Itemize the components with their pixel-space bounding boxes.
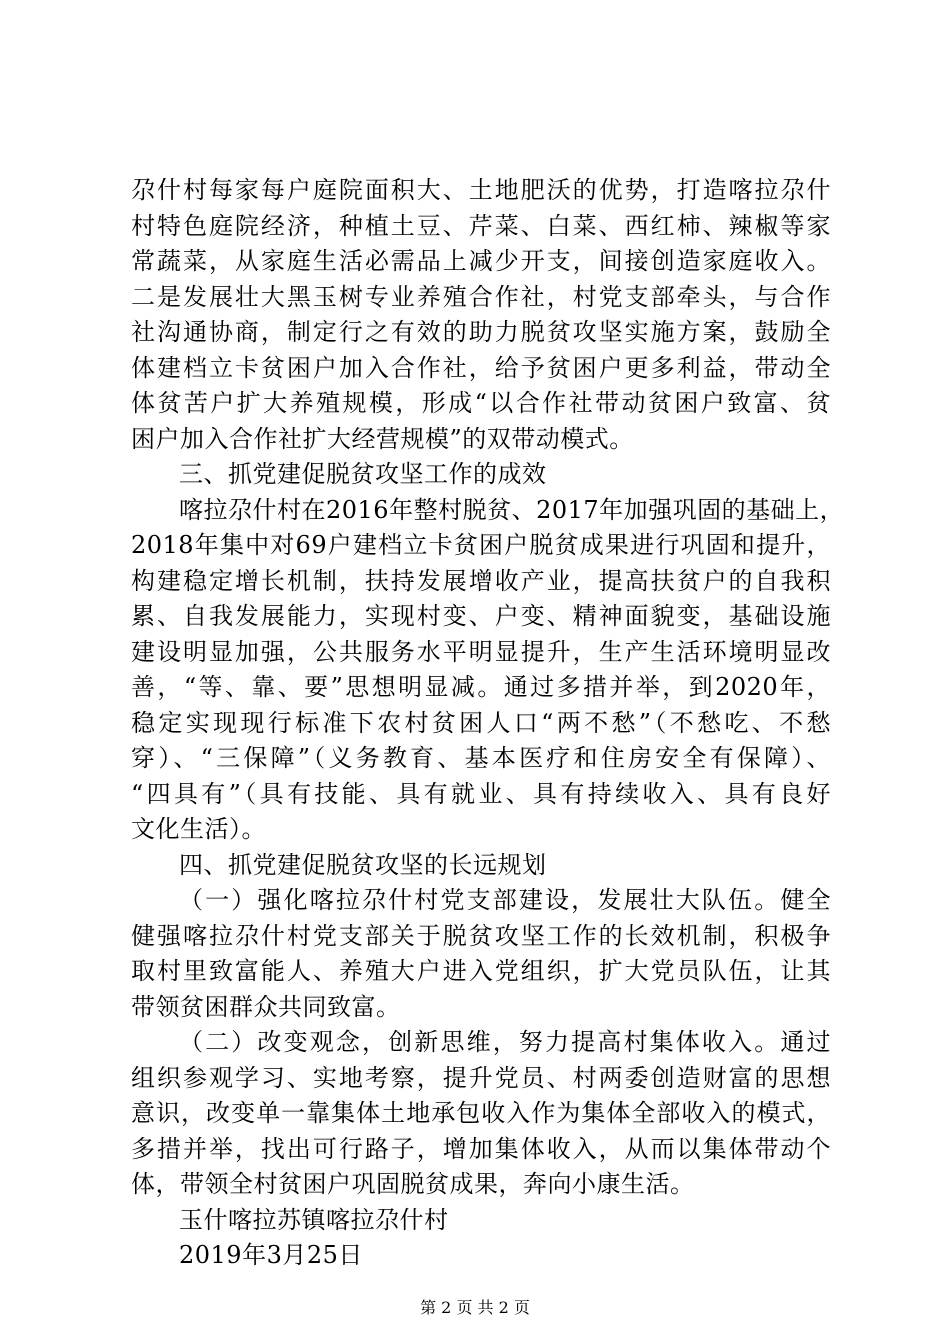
paragraph-line: 多措并举，找出可行路子，增加集体收入，从而以集体带动个 [131,1134,831,1163]
paragraph-line: 善，“等、靠、要”思想明显减。通过多措并举，到2020年， [131,673,831,701]
paragraph-line: 困户加入合作社扩大经营规模”的双带动模式。 [131,424,634,453]
paragraph-line: 社沟通协商，制定行之有效的助力脱贫攻坚实施方案，鼓励全 [131,318,831,346]
paragraph-line: “四具有”（具有技能、具有就业、具有持续收入、具有良好 [131,779,831,808]
paragraph-line: 构建稳定增长机制，扶持发展增收产业，提高扶贫户的自我积 [131,566,831,595]
paragraph-line: （二）改变观念，创新思维，努力提高村集体收入。通过 [179,1028,831,1056]
page-number-footer: 第 2 页 共 2 页 [420,1298,530,1317]
paragraph-line: 尕什村每家每户庭院面积大、土地肥沃的优势，打造喀拉尕什 [131,176,831,204]
paragraph-line: 体，带领全村贫困户巩固脱贫成果，奔向小康生活。 [131,1170,695,1198]
paragraph-line: （一）强化喀拉尕什村党支部建设，发展壮大队伍。健全 [179,886,831,914]
paragraph-line: 意识，改变单一靠集体土地承包收入作为集体全部收入的模式， [131,1099,831,1127]
section-heading: 四、抓党建促脱贫攻坚的长远规划 [179,850,547,879]
paragraph-line: 文化生活）。 [131,815,266,843]
paragraph-line: 累、自我发展能力，实现村变、户变、精神面貌变，基础设施 [131,602,831,630]
paragraph-line: 常蔬菜，从家庭生活必需品上减少开支，间接创造家庭收入。 [131,247,831,275]
paragraph-line: 2018年集中对69户建档立卡贫困户脱贫成果进行巩固和提升， [131,531,831,559]
signature-date: 2019年3月25日 [179,1241,363,1269]
paragraph-line: 取村里致富能人、养殖大户进入党组织，扩大党员队伍，让其 [131,957,831,985]
paragraph-line: 穿）、“三保障”（义务教育、基本医疗和住房安全有保障）、 [131,744,831,772]
paragraph-line: 喀拉尕什村在2016年整村脱贫、2017年加强巩固的基础上， [179,495,845,524]
paragraph-line: 稳定实现现行标准下农村贫困人口“两不愁”（不愁吃、不愁 [131,708,831,737]
paragraph-line: 健强喀拉尕什村党支部关于脱贫攻坚工作的长效机制，积极争 [131,921,831,950]
paragraph-line: 组织参观学习、实地考察，提升党员、村两委创造财富的思想 [131,1063,831,1092]
paragraph-line: 体贫苦户扩大养殖规模，形成“以合作社带动贫困户致富、贫 [131,389,831,417]
paragraph-line: 建设明显加强，公共服务水平明显提升，生产生活环境明显改 [131,637,831,666]
document-body [131,173,845,1274]
paragraph-line: 村特色庭院经济，种植土豆、芹菜、白菜、西红柿、辣椒等家 [131,211,831,240]
signature-organization: 玉什喀拉苏镇喀拉尕什村 [179,1205,449,1234]
paragraph-line: 二是发展壮大黑玉树专业养殖合作社，村党支部牵头，与合作 [131,282,831,311]
paragraph-line: 带领贫困群众共同致富。 [131,992,401,1021]
paragraph-line: 体建档立卡贫困户加入合作社，给予贫困户更多利益，带动全 [131,353,831,382]
section-heading: 三、抓党建促脱贫攻坚工作的成效 [179,460,547,488]
